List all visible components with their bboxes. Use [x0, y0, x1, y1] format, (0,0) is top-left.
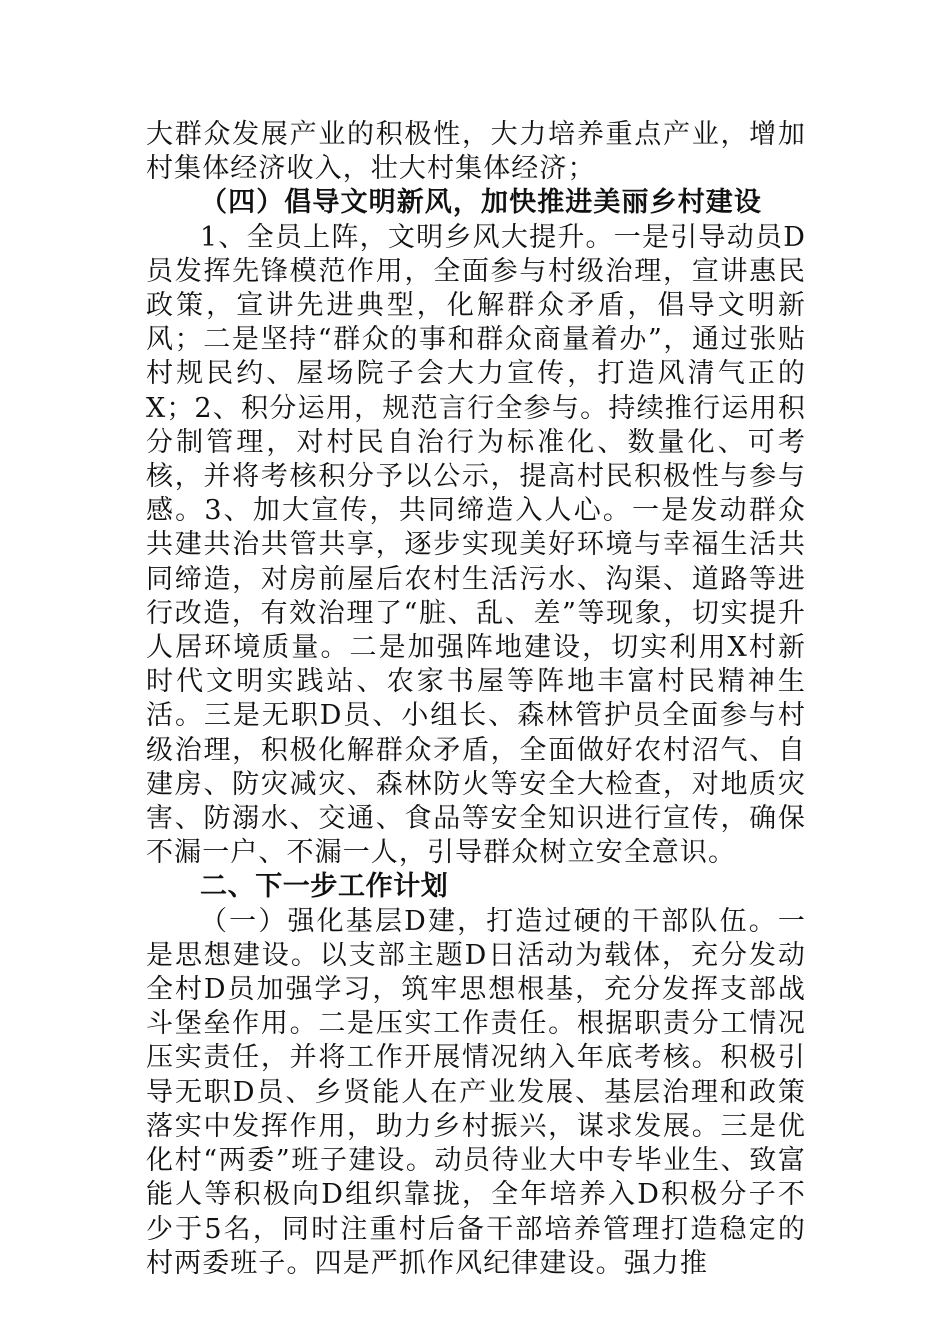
paragraph-civilization: 1、全员上阵，文明乡风大提升。一是引导动员D员发挥先锋模范作用，全面参与村级治理，宣讲惠民政策，宣讲先进典型，化解群众矛盾，倡导文明新风；二是坚持“群众的事和群众商量着办”，通过张贴村规民约、屋场院子会大力宣传，打造风清气正的X；2、积分运用，规范言行全参与。持续推行运用积分制管理，对村民自治行为标准化、数量化、可考核，并将考核积分予以公示，提高村民积极性与参与感。3、加大宣传，共同缔造入人心。一是发动群众共建共治共管共享，逐步实现美好环境与幸福生活共同缔造，对房前屋后农村生活污水、沟渠、道路等进行改造，有效治理了“脏、乱、差”等现象，切实提升人居环境质量。二是加强阵地建设，切实利用X村新时代文明实践站、农家书屋等阵地丰富村民精神生活。三是无职D员、小组长、森林管护员全面参与村级治理，积极化解群众矛盾，全面做好农村沼气、自建房、防灾减灾、森林防火等安全大检查，对地质灾害、防溺水、交通、食品等安全知识进行宣传，确保不漏一户、不漏一人，引导群众树立安全意识。: [146, 221, 806, 869]
paragraph-party-building: （一）强化基层D建，打造过硬的干部队伍。一是思想建设。以支部主题D日活动为载体，充分发动全村D员加强学习，筑牢思想根基，充分发挥支部战斗堡垒作用。二是压实工作责任。根据职责分工情况压实责任，并将工作开展情况纳入年底考核。积极引导无职D员、乡贤能人在产业发展、基层治理和政策落实中发挥作用，助力乡村振兴，谋求发展。三是优化村“两委”班子建设。动员待业大中专毕业生、致富能人等积极向D组织靠拢，全年培养入D积极分子不少于5名，同时注重村后备干部培养管理打造稳定的村两委班子。四是严抓作风纪律建设。强力推: [146, 905, 806, 1279]
paragraph-continuation: 大群众发展产业的积极性，大力培养重点产业，增加村集体经济收入，壮大村集体经济；: [146, 119, 806, 185]
section-heading-next-plan: 二、下一步工作计划: [200, 871, 449, 903]
section-subheading-4: （四）倡导文明新风，加快推进美丽乡村建设: [200, 187, 762, 219]
document-body: [146, 118, 806, 1281]
